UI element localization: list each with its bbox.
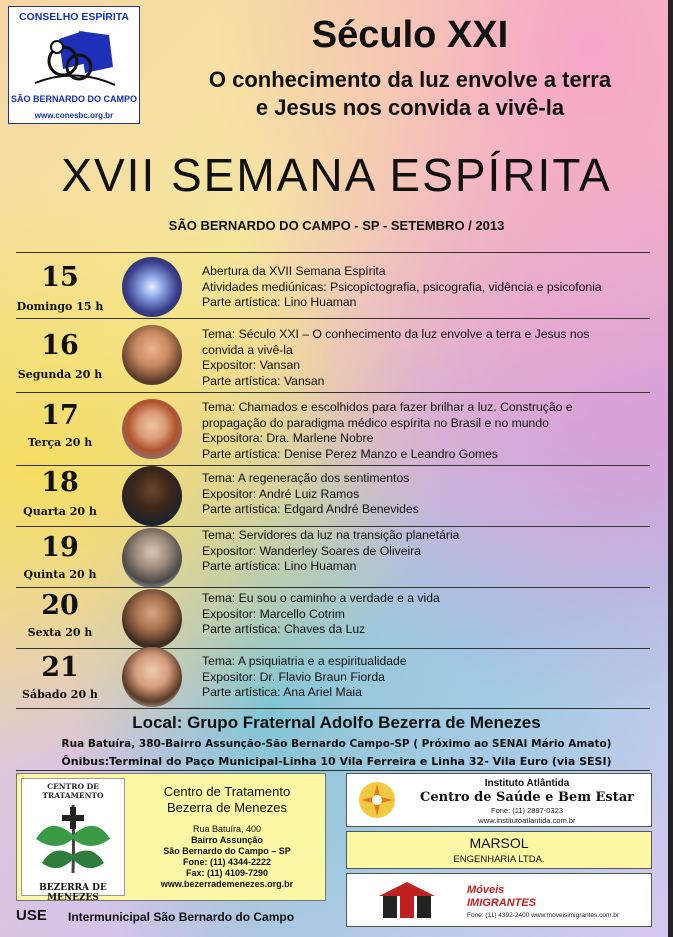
row-divider: [16, 587, 650, 588]
ctm-logo: [21, 778, 125, 903]
event-line: convida a vivê-la: [202, 342, 293, 357]
event-line: Tema: Eu sou o caminho a verdade e a vida: [202, 591, 440, 605]
day-number: 18: [41, 467, 79, 498]
event-line: Expositor: Wanderley Soares de Oliveira: [202, 543, 422, 558]
sponsor-marsol: [346, 831, 652, 869]
moveis-house-icon: [377, 880, 437, 920]
event-line: Expositor: Marcello Cotrim: [202, 606, 345, 621]
event-line: Expositora: Dra. Marlene Nobre: [202, 431, 374, 445]
speaker-portrait-icon: [122, 528, 182, 588]
event-line: Parte artística: Lino Huaman: [202, 295, 357, 309]
subtitle-line-1: O conhecimento da luz envolve a terra: [208, 67, 612, 92]
event-line: Tema: Chamados e escolhidos para fazer brilhar a luz. Construção e: [202, 400, 573, 414]
ctm-leaf-icon: [30, 795, 116, 881]
logo-bottom-text: SÃO BERNARDO DO CAMPO: [10, 94, 137, 104]
event-line: Parte artística: Chaves da Luz: [202, 622, 366, 636]
ctm-info-line: Rua Batuíra, 400: [192, 824, 262, 834]
day-label: Sábado 20 h: [22, 688, 98, 701]
day-number: 16: [41, 330, 79, 361]
atlantida-phone: Fone: (11) 2897-0323: [491, 806, 563, 815]
event-line: Expositor: Vansan: [202, 358, 301, 372]
day-label: Sexta 20 h: [27, 626, 93, 639]
ctm-name: [129, 784, 325, 816]
event-text: [202, 654, 642, 701]
ctm-name-line: Centro de Tratamento: [163, 784, 291, 799]
event-line: Parte artística: Ana Ariel Maia: [202, 685, 362, 699]
event-text: [202, 591, 642, 638]
event-line: Tema: Servidores da luz na transição planetária: [202, 528, 460, 542]
footer-use-sub: Intermunicipal São Bernardo do Campo: [68, 910, 295, 924]
event-line: Parte artística: Lino Huaman: [202, 559, 357, 573]
ctm-logo-bottom: BEZERRA DE MENEZES: [39, 883, 107, 903]
row-divider: [16, 708, 650, 709]
ctm-info-line: São Bernardo do Campo – SP: [163, 846, 291, 856]
ctm-name-line: Bezerra de Menezes: [167, 800, 287, 815]
row-divider: [16, 770, 650, 771]
ctm-info-line: Bairro Assunção: [191, 835, 263, 845]
day-number: 17: [41, 400, 79, 431]
ctm-info: [129, 824, 325, 890]
ctm-info-line: www.bezerrademenezes.org.br: [160, 879, 294, 889]
conselho-logo: [8, 6, 140, 124]
speaker-portrait-icon: [122, 325, 182, 385]
event-text: [202, 528, 642, 575]
page-subtitle: [150, 66, 670, 122]
moveis-contact: Fone: (11) 4392-2400 www.moveisimigrantes.com.br: [467, 912, 619, 919]
row-divider: [16, 648, 650, 649]
day-number: 19: [41, 532, 79, 563]
sponsor-moveis: [346, 873, 652, 927]
footer-use: USE: [16, 907, 47, 924]
atlantida-sun-icon: [357, 780, 397, 820]
speaker-portrait-icon: [122, 466, 182, 526]
ctm-logo-top: CENTRO DE TRATAMENTO: [42, 782, 104, 800]
sponsor-atlantida: [346, 773, 652, 827]
atlantida-title: Instituto Atlântida: [484, 778, 570, 789]
venue-address: Rua Batuíra, 380-Bairro Assunção-São Bernardo Campo-SP ( Próximo ao SENAI Mário Amato): [61, 738, 612, 750]
day-number: 20: [41, 590, 79, 621]
ctm-info-line: Fone: (11) 4344-2222: [182, 857, 272, 867]
atlantida-subtitle: Centro de Saúde e Bem Estar: [420, 790, 634, 805]
moveis-name-line: IMIGRANTES: [467, 897, 537, 909]
event-line: Tema: A regeneração dos sentimentos: [202, 471, 410, 485]
day-label: Terça 20 h: [27, 436, 93, 449]
logo-emblem-icon: [29, 27, 121, 91]
day-label: Domingo 15 h: [16, 300, 104, 313]
event-line: Tema: Século XXI – O conhecimento da luz envolve a terra e Jesus nos: [202, 327, 590, 341]
event-headline: XVII SEMANA ESPÍRITA: [61, 149, 612, 201]
event-text: [202, 471, 642, 518]
ctm-info-line: Fax: (11) 4109-7290: [185, 868, 269, 878]
day-label: Quarta 20 h: [23, 505, 97, 518]
speaker-portrait-icon: [122, 647, 182, 707]
event-line: Parte artística: Vansan: [202, 373, 325, 388]
event-line: Expositor: André Luiz Ramos: [202, 486, 360, 501]
day-label: Segunda 20 h: [17, 368, 103, 381]
marsol-sub: ENGENHARIA LTDA.: [453, 854, 545, 865]
row-divider: [16, 392, 650, 393]
event-line: propagação do paradigma médico espírita no Brasil e no mundo: [202, 415, 549, 430]
venue-local: Local: Grupo Fraternal Adolfo Bezerra de Menezes: [132, 713, 541, 732]
venue-bus: Ônibus:Terminal do Paço Municipal-Linha 10 Vila Ferreira e Linha 32- Vila Euro (via SESI): [61, 755, 612, 768]
row-divider: [16, 465, 650, 466]
subtitle-line-2: e Jesus nos convida a vivê-la: [255, 95, 565, 120]
event-line: Expositor: Dr. Flavio Braun Fiorda: [202, 669, 385, 684]
event-dateline: SÃO BERNARDO DO CAMPO - SP - SETEMBRO / 2013: [168, 218, 505, 233]
day-number: 15: [41, 262, 79, 293]
logo-top-text: CONSELHO ESPÍRITA: [18, 11, 130, 23]
row-divider: [16, 318, 650, 319]
row-divider: [16, 526, 650, 527]
event-line: Abertura da XVII Semana Espírita: [202, 264, 386, 278]
event-line: Parte artística: Denise Perez Manzo e Leandro Gomes: [202, 446, 499, 461]
event-line: Atividades mediúnicas: Psicopictografia, psicografia, vidência e psicofonia: [202, 279, 602, 294]
right-border: [668, 0, 673, 937]
sponsor-ctm: [16, 773, 326, 901]
light-burst-icon: [122, 257, 182, 317]
speaker-portrait-icon: [122, 399, 182, 459]
moveis-name: [467, 884, 567, 910]
row-divider: [16, 252, 650, 253]
event-line: Tema: A psiquiatria e a espiritualidade: [202, 654, 407, 668]
day-label: Quinta 20 h: [23, 568, 97, 581]
marsol-name: MARSOL: [469, 835, 529, 851]
speaker-portrait-icon: [122, 589, 182, 649]
day-number: 21: [41, 652, 79, 683]
event-text: [202, 264, 642, 311]
page-title: Século XXI: [311, 14, 509, 56]
event-text: [202, 400, 642, 462]
atlantida-url: www.institutoatlantida.com.br: [478, 816, 576, 825]
event-line: Parte artística: Edgard André Benevides: [202, 502, 419, 516]
event-text: [202, 327, 642, 389]
logo-url: www.conesbc.org.br: [34, 111, 114, 120]
moveis-name-line: Móveis: [467, 884, 505, 896]
